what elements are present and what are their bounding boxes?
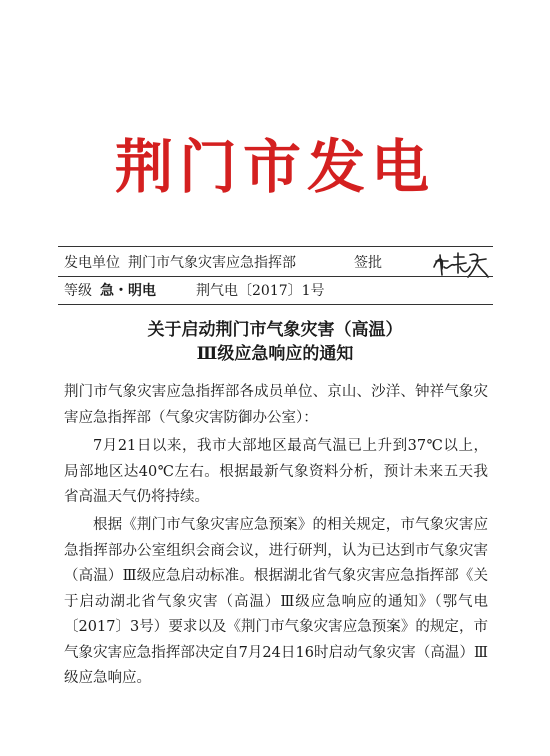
header-mid-rule xyxy=(58,276,493,277)
body-paragraph-1: 7月21日以来，我市大部地区最高气温已上升到37℃以上，局部地区达40℃左右。根据最新气象资料分析，预计未来五天我省高温天气仍将持续。 xyxy=(64,438,488,505)
salutation-paragraph: 荆门市气象灾害应急指挥部各成员单位、京山、沙洋、钟祥气象灾害应急指挥部（气象灾害防御办公室）： xyxy=(64,384,488,426)
header-top-rule xyxy=(58,246,493,247)
body-paragraph-2: 根据《荆门市气象灾害应急预案》的相关规定，市气象灾害应急指挥部办公室组织会商会议，进行研判，认为已达到市气象灾害（高温）Ⅲ级应急启动标准。根据湖北省气象灾害应急指挥部《关于启动湖北省气象灾害（高温）Ⅲ级应急响应的通知》（鄂气电〔2017〕3号）要求以及《荆门市气象灾害应急预案》的规定，市气象灾害应急指挥部决定自7月24日16时启动气象灾害（高温）Ⅲ级应急响应。 xyxy=(64,517,488,686)
sender-row xyxy=(64,253,490,273)
masthead-title: 荆门市发电 xyxy=(114,133,435,201)
sender-value: 荆门市气象灾害应急指挥部 xyxy=(128,255,296,271)
doc-number: 荆气电〔2017〕1号 xyxy=(196,283,325,299)
grade-label: 等级 xyxy=(64,283,92,299)
document-title-line2: Ⅲ级应急响应的通知 xyxy=(196,344,354,364)
grade-value: 急・明电 xyxy=(100,283,156,299)
header-bottom-rule xyxy=(58,304,493,305)
sign-label: 签批 xyxy=(354,255,382,271)
grade-row xyxy=(64,281,490,301)
document-title-line1: 关于启动荆门市气象灾害（高温） xyxy=(147,320,403,340)
sender-label: 发电单位 xyxy=(64,255,120,271)
